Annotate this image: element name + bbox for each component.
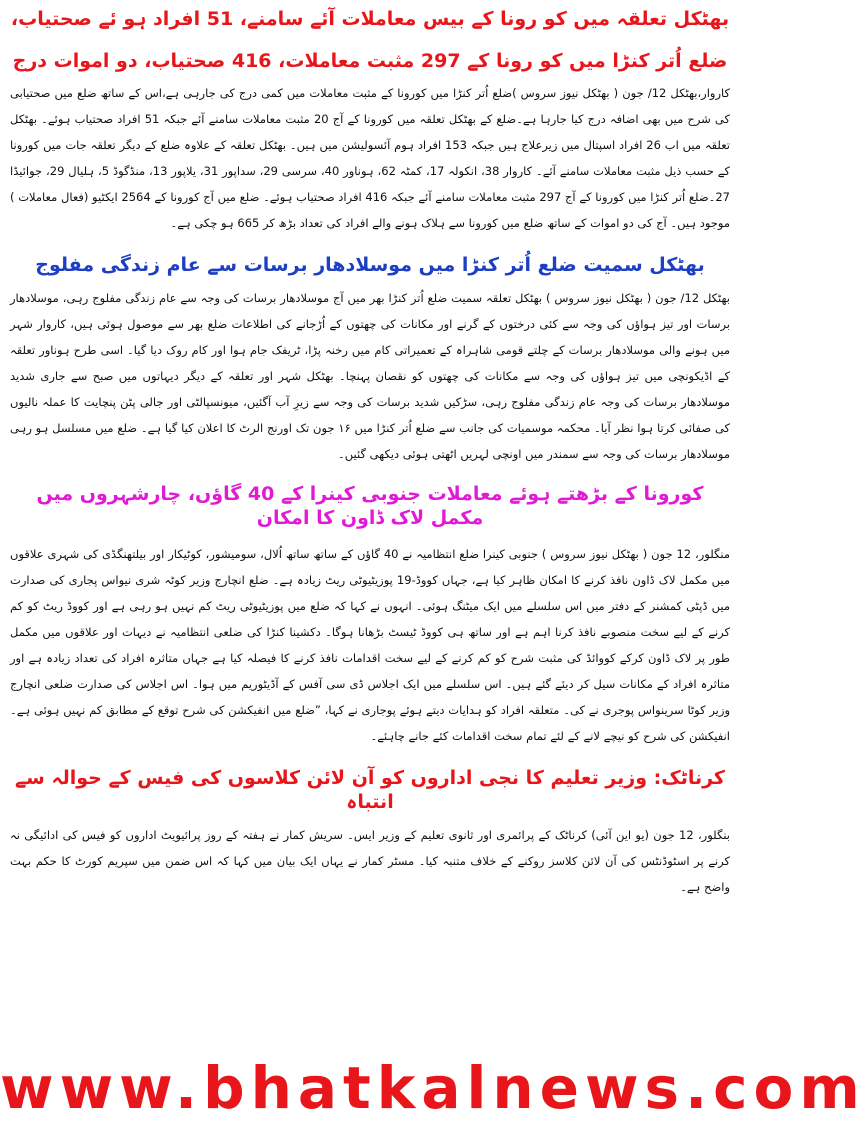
headline-bhatkal-covid-cases: بھٹکل تعلقہ میں کو رونا کے بیس معاملات آئے سامنے، 51 افراد ہو ئے صحتیاب، <box>10 8 730 30</box>
headline-uttar-kannada-covid: ضلع اُتر کنڑا میں کو رونا کے 297 مثبت معاملات، 416 صحتیاب، دو اموات درج <box>12 49 728 72</box>
headline-lockdown-south-kanara: کورونا کے بڑھتے ہوئے معاملات جنوبی کینرا کے 40 گاؤں، چارشہروں میں مکمل لاک ڈاون کا امکان <box>36 483 704 529</box>
article-lockdown-south-kanara: منگلور، 12 جون ( بھٹکل نیوز سروس ) جنوبی کینرا ضلع انتظامیہ نے 40 گاؤں کے ساتھ ساتھ اُلال، سومیشور، کوٹیکار اور بیلتھنگڈی کی شہری علاقوں میں مکمل لاک ڈاون نافذ کرنے کا امکان ظاہر کیا ہے، جہاں کووڈ-19 پوزیٹیوٹی ریٹ زیادہ ہے۔ ضلع انچارج وزیر کوٹہ شری نیواس پجاری کی صدارت میں ڈپٹی کمشنر کے دفتر میں اس سلسلے میں ایک میٹنگ ہوئی۔ انہوں نے کہا کہ ضلع میں پوزیٹیوٹی ریٹ کم نہیں ہو رہی ہے اور کووڈ ریٹ کو کم کرنے کے لیے سخت منصوبے نافذ کرنا اہم ہے اور ساتھ ہی کووڈ ٹیسٹ بڑھانا ہوگا۔ دکشینا کنڑا کی ضلعی انتظامیہ نے دیہات اور علاقوں میں مکمل طور پر لاک ڈاون کرکے کووائڈ کی مثبت شرح کو کم کرنے کے لیے سخت اقدامات نافذ کرنے کا فیصلہ کیا ہے جہاں متاثرہ افراد کی تعداد زیادہ ہے اور متاثرہ افراد کے مکانات سیل کر دیئے گئے ہیں۔ اس سلسلے میں ایک اجلاس ڈی سی آفس کے آڈیٹوریم میں ہوا۔ اس اجلاس کی صدارت ضلعی انچارج وزیر کوٹا سرینواس پوجری نے کی۔ متعلقہ افراد کو ہدایات دیتے ہوئے پوجاری نے کہا، ”ضلع میں انفیکشن کی شرح توقع کے مطابق کم نہیں ہوئی ہے۔ انفیکشن کی شرح کو نیچے لانے کے لئے تمام سخت اقدامات کئے جانے چاہئے۔ <box>10 546 730 743</box>
headline-heavy-rain: بھٹکل سمیت ضلع اُتر کنڑا میں موسلادھار برسات سے عام زندگی مفلوج <box>35 253 705 276</box>
article-heavy-rain: بھٹکل 12/ جون ( بھٹکل نیوز سروس ) بھٹکل تعلقہ سمیت ضلع اُتر کنڑا بھر میں آج موسلادھار برسات کی وجہ سے عام زندگی مفلوج رہی، موسلادھار برسات اور تیز ہواؤں کی وجہ سے کئی درختوں کے گرنے اور مکانات کی چھتوں کے اُڑجانے کی اطلاعات ضلع بھر سے موصول ہوئی ہیں، کاروار شہر میں ہونے والی موسلادھار برسات کے چلتے قومی شاہراہ کے تعمیراتی کام میں رخنہ پڑا، ٹریفک جام ہوا اور کام روک دیا گیا۔ اسی طرح ہوناور تعلقہ کے اڈیکونچی میں تیز ہواؤں کی وجہ سے مکانات کی چھتوں کو نقصان پہنچا۔ بھٹکل شہر اور تعلقہ کے دیگر دیہاتوں میں صبح سے جاری شدید موسلادھار برسات کی وجہ عام زندگی مفلوج رہی، سڑکیں شدید برسات کی وجہ سے زیرِ آب آگئیں، میونسپالٹی اور جالی پٹن پنچایت کا عملہ نالیوں کی صفائی کرتا ہوا نظر آیا۔ محکمہ موسمیات کی جانب سے ضلع اُتر کنڑا میں ۱۶ جون تک اورنج الرٹ کا اعلان کیا گیا ہے۔ ضلع میں مسلسل ہو رہی موسلادھار برسات کی وجہ سے سمندر میں اونچی لہریں اٹھتی ہوئی دیکھی گئیں۔ <box>10 291 731 462</box>
article-education-minister-warning: بنگلور، 12 جون (یو این آئی) کرناٹک کے پرائمری اور ثانوی تعلیم کے وزیر ایس۔ سریش کمار نے ہفتہ کے روز پرائیویٹ اداروں کو فیس کی ادائیگی نہ کرنے پر اسٹوڈنٹس کی آن لائن کلاسز روکنے کے خلاف متنبہ کیا۔ مسٹر کمار نے یہاں ایک بیان میں کہا کہ اس ضمن میں سپریم کورٹ کا حکم بہت واضح ہے۔ <box>10 828 730 895</box>
article-covid-uttar-kannada: کاروار،بھٹکل 12/ جون ( بھٹکل نیوز سروس )ضلع اُتر کنڑا میں کورونا کے مثبت معاملات میں کمی درج کی جارہی ہے،اس کے ساتھ ضلع میں صحتیابی کی شرح میں بھی اضافہ درج کیا جارہا ہے۔ضلع کے بھٹکل تعلقہ میں کورونا کے آج 20 مثبت معاملات سامنے آئے جبکہ 51 افراد صحتیاب ہوئے۔ بھٹکل تعلقہ میں اب 26 افراد اسپتال میں زیرعلاج ہیں جبکہ 153 افراد ہوم آئسولیشن میں ہیں۔ بھٹکل تعلقہ کے علاوہ ضلع کے دیگر تعلقہ جات میں کورونا کے حسب ذیل مثبت معاملات سامنے آئے۔ کاروار 38، انکولہ 17، کمٹہ 62، ہوناور 40، سرسی 29، سداپور 31، یلاپور 13، منڈگوڈ 5، ہلیال 29، جوائیڈا 27۔ضلع اُتر کنڑا میں کورونا کے آج 297 مثبت معاملات سامنے آئے جبکہ 416 افراد صحتیاب ہوئے۔ ضلع میں آج کورونا کے 2564 ایکٹیو (فعال معاملات ) موجود ہیں۔ آج کی دو اموات کے ساتھ ضلع میں کورونا سے ہلاک ہونے والے افراد کی تعداد بڑھ کر 665 ہو چکی ہے۔ <box>10 85 731 230</box>
headline-education-minister-warning: کرناٹک: وزیر تعلیم کا نجی اداروں کو آن لائن کلاسوں کی فیس کے حوالہ سے انتباہ <box>15 766 725 813</box>
site-url-banner: www.bhatkalnews.com <box>0 1054 866 1122</box>
